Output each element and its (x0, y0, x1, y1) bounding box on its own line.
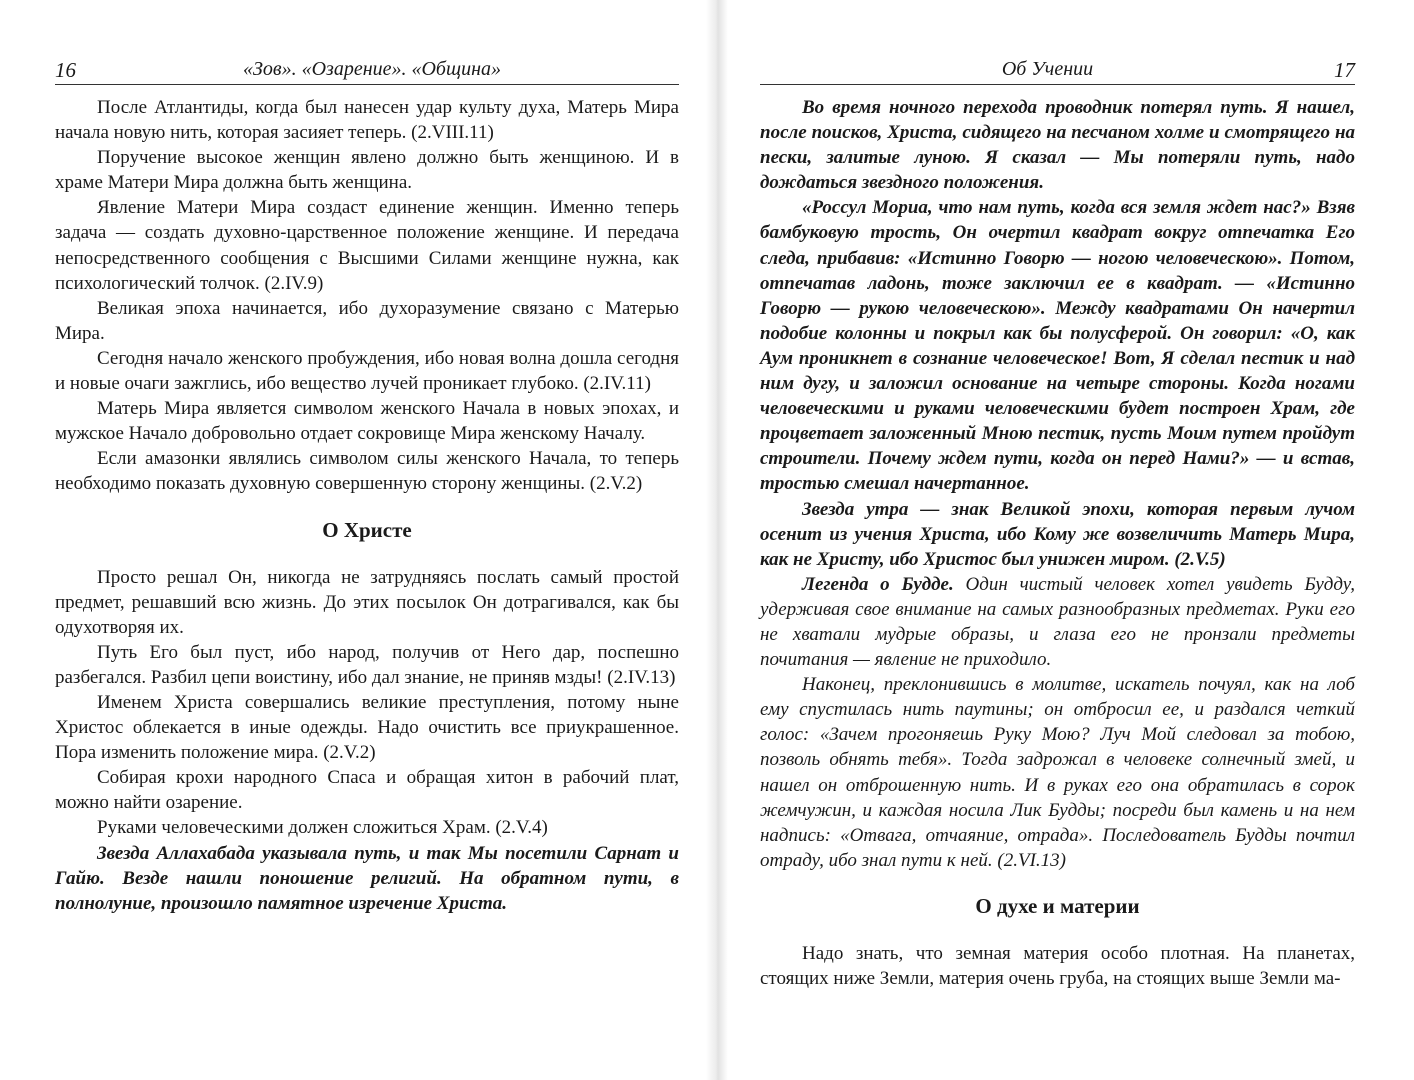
paragraph-bold-italic: Звезда Аллахабада указывала путь, и так Мы посетили Сарнат и Гайю. Везде нашли поношение религий. На обратном пути, в полнолуние, произошло памятное изречение Христа. (55, 842, 679, 914)
legend-text: Один чистый человек хотел увидеть Будду, удерживая свое внимание на самых разнообразных предметах. Руки его не хватали мудрые образы, и глаза его не пронзали предметы почитания — явление не приходило. (760, 573, 1356, 671)
paragraph: Явление Матери Мира создаст единение женщин. Именно теперь задача — создать духовно-царственное положение женщине. И передача непосредственного сообщения с Высшими Силами женщине нужна, как психологический толчок. (2.IV.9) (55, 197, 679, 294)
paragraph: Именем Христа совершались великие преступления, потому ныне Христос облекается в иные одежды. Надо очистить все приукрашенное. Пора изменить положение мира. (2.V.2) (55, 691, 679, 764)
legend-paragraph (760, 572, 1355, 672)
left-running-head (55, 58, 679, 84)
paragraph: Собирая крохи народного Спаса и обращая хитон в рабочий плат, можно найти озарение. (55, 767, 679, 814)
right-running-title: Об Учении (1001, 58, 1094, 80)
right-page-number: 17 (1334, 58, 1355, 82)
legend-lead: Легенда о Будде. (802, 573, 954, 595)
right-page (760, 0, 1355, 1080)
paragraph: Руками человеческими должен сложиться Храм. (2.V.4) (97, 817, 548, 839)
left-page-number: 16 (55, 58, 76, 82)
left-page-body (55, 95, 679, 916)
paragraph-bold-italic: «Россул Мориа, что нам путь, когда вся земля ждет нас?» Взяв бамбуковую трость, Он очертил квадрат вокруг отпечатка Его следа, прибавив: «Истинно Говорю — ногою человеческою». Потом, отпечатав ладонь, тоже заключил ее в квадрат. — «Истинно Говорю — рукою человеческою». Между квадратами Он начертил подобие колонны и покрыл как бы полусферой. Он говорил: «О, как Аум проникнет в сознание человеческое! Вот, Я сделал пестик и над ним дугу, и заложил основание на четыре стороны. Когда ногами человеческими и руками человеческими будет построен Храм, где процветает заложенный Мною пестик, пусть Моим путем пройдут строители. Почему ждем пути, когда он перед Нами?» — и встав, тростью смешал начертанное. (760, 197, 1355, 495)
paragraph-bold-italic: Звезда утра — знак Великой эпохи, которая первым лучом осенит из учения Христа, ибо Кому же возвеличить Матерь Мира, как не Христу, ибо Христос был унижен миром. (2.V.5) (760, 498, 1355, 570)
book-gutter (706, 0, 728, 1080)
left-page (55, 0, 679, 1080)
right-page-body (760, 95, 1355, 991)
left-header-rule (55, 84, 679, 85)
paragraph: Надо знать, что земная материя особо плотная. На планетах, стоящих ниже Земли, материя очень груба, на стоящих выше Земли ма- (760, 942, 1355, 989)
paragraph: Поручение высокое женщин явлено должно быть женщиною. И в храме Матери Мира должна быть женщина. (55, 147, 679, 194)
paragraph: Просто решал Он, никогда не затрудняясь послать самый простой предмет, решавший всю жизнь. До этих посылок Он дотрагивался, как бы одухотворяя их. (55, 566, 679, 638)
paragraph: Путь Его был пуст, ибо народ, получив от Него дар, поспешно разбегался. Разбил цепи воистину, ибо дал знание, не приняв мзды! (2.IV.13) (55, 641, 679, 688)
paragraph: После Атлантиды, когда был нанесен удар культу духа, Матерь Мира начала новую нить, которая засияет теперь. (2.VIII.11) (55, 97, 679, 144)
paragraph: Если амазонки являлись символом силы женского Начала, то теперь необходимо показать духовную совершенную сторону женщины. (2.V.2) (55, 448, 679, 495)
section-heading: О духе и материи (975, 893, 1140, 918)
paragraph-bold-italic: Во время ночного перехода проводник потерял путь. Я нашел, после поисков, Христа, сидящего на песчаном холме и смотрящего на пески, залитые луною. Я сказал — Мы потеряли путь, надо дождаться звездного положения. (760, 97, 1355, 194)
paragraph: Сегодня начало женского пробуждения, ибо новая волна дошла сегодня и новые очаги зажглись, ибо вещество лучей проникает глубоко. (2.IV.11) (55, 347, 679, 395)
right-running-head (760, 58, 1355, 84)
paragraph-italic: Наконец, преклонившись в молитве, искатель почуял, как на лоб ему спустилась нить паутины; он отбросил ее, и раздался четкий голос: «Зачем прогоняешь Руку Мою? Луч Мой следовал за тобою, позволь обнять тебя». Тогда задрожал в человеке солнечный змей, и нашел он отброшенную нить. И в руках его она обратилась в сорок жемчужин, и каждая носила Лик Будды; посреди был камень и на нем надпись: «Отвага, отчаяние, отрада». Последователь Будды почтил отраду, ибо знал пути к ней. (2.VI.13) (760, 674, 1355, 871)
paragraph: Великая эпоха начинается, ибо духоразумение связано с Матерью Мира. (55, 297, 679, 344)
right-header-rule (760, 84, 1355, 85)
section-heading: О Христе (322, 517, 412, 542)
left-running-title: «Зов». «Озарение». «Община» (242, 58, 502, 80)
paragraph: Матерь Мира является символом женского Начала в новых эпохах, и мужское Начало добровольно отдает сокровище Мира женскому Началу. (55, 398, 679, 445)
